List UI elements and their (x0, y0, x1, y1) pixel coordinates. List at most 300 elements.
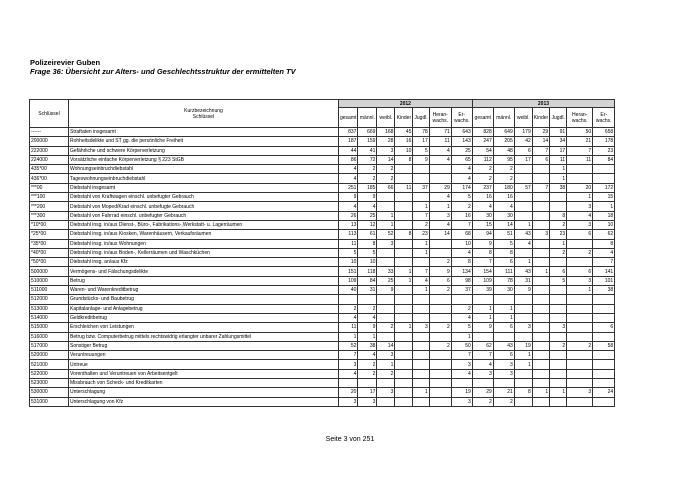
value-cell: 1 (550, 174, 567, 183)
value-cell: 19 (514, 341, 532, 350)
value-cell (395, 165, 413, 174)
value-cell (532, 165, 549, 174)
value-cell: 4 (429, 193, 451, 202)
value-cell: 94 (472, 230, 493, 239)
value-cell: 14 (377, 155, 395, 164)
value-cell (532, 276, 549, 285)
value-cell: 14 (377, 341, 395, 350)
value-cell (532, 369, 549, 378)
value-cell: 7 (413, 211, 429, 220)
value-cell (395, 313, 413, 322)
value-cell: 247 (472, 137, 493, 146)
value-cell (358, 295, 377, 304)
value-cell (413, 397, 429, 406)
table-row (30, 304, 615, 313)
value-cell (532, 360, 549, 369)
value-cell: 11 (339, 239, 358, 248)
table-row (30, 202, 615, 211)
value-cell: 205 (493, 137, 514, 146)
subheader-cell: Jugdl. (550, 108, 567, 128)
value-cell (395, 304, 413, 313)
value-cell (377, 248, 395, 257)
value-cell (550, 202, 567, 211)
subheader-cell: männl. (493, 108, 514, 128)
value-cell (377, 313, 395, 322)
value-cell (593, 174, 615, 183)
value-cell (514, 379, 532, 388)
key-cell: *10*00 (30, 220, 69, 229)
value-cell: 37 (413, 183, 429, 192)
value-cell (532, 313, 549, 322)
table-row (30, 351, 615, 360)
value-cell: 2 (493, 397, 514, 406)
table-row (30, 183, 615, 192)
subheader-cell: Er- wachs. (593, 108, 615, 128)
value-cell: 6 (567, 267, 593, 276)
value-cell: 16 (451, 211, 472, 220)
value-cell (395, 248, 413, 257)
value-cell (395, 193, 413, 202)
value-cell: 8 (550, 211, 567, 220)
value-cell: 29 (472, 388, 493, 397)
value-cell (514, 397, 532, 406)
value-cell: 3 (358, 397, 377, 406)
value-cell: 180 (493, 183, 514, 192)
table-row (30, 258, 615, 267)
value-cell (532, 341, 549, 350)
value-cell: 1 (451, 332, 472, 341)
value-cell (395, 239, 413, 248)
value-cell: 5 (451, 193, 472, 202)
value-cell: 10 (339, 258, 358, 267)
value-cell: 3 (550, 323, 567, 332)
value-cell: 111 (493, 267, 514, 276)
value-cell: 185 (358, 183, 377, 192)
label-cell: Unterschlagung (69, 388, 339, 397)
value-cell (593, 165, 615, 174)
value-cell: 1 (377, 220, 395, 229)
value-cell: 1 (532, 388, 549, 397)
value-cell: 141 (593, 267, 615, 276)
value-cell (532, 332, 549, 341)
table-row (30, 239, 615, 248)
value-cell: 8 (358, 239, 377, 248)
value-cell: 17 (514, 155, 532, 164)
value-cell: 4 (451, 165, 472, 174)
value-cell (514, 248, 532, 257)
subheader-cell: Heran- wachs. (567, 108, 593, 128)
value-cell (593, 313, 615, 322)
value-cell: 78 (493, 276, 514, 285)
value-cell: 1 (514, 258, 532, 267)
value-cell: 658 (593, 128, 615, 137)
value-cell (514, 313, 532, 322)
value-cell: 2 (358, 369, 377, 378)
value-cell (514, 211, 532, 220)
value-cell (550, 397, 567, 406)
label-cell: Wohnungseinbruchdiebstahl (69, 165, 339, 174)
value-cell: 21 (493, 388, 514, 397)
value-cell: 42 (514, 137, 532, 146)
value-cell: 1 (358, 332, 377, 341)
value-cell: 112 (472, 155, 493, 164)
value-cell: 2 (451, 202, 472, 211)
value-cell: 9 (429, 267, 451, 276)
value-cell: 23 (413, 230, 429, 239)
value-cell (429, 351, 451, 360)
value-cell: 72 (358, 155, 377, 164)
value-cell (550, 332, 567, 341)
value-cell (532, 304, 549, 313)
subheader-cell: weibl. (377, 108, 395, 128)
value-cell: 37 (451, 286, 472, 295)
value-cell: 1 (413, 202, 429, 211)
value-cell: 41 (358, 146, 377, 155)
key-cell: 500000 (30, 267, 69, 276)
value-cell: 11 (395, 183, 413, 192)
label-cell: Untreue (69, 360, 339, 369)
value-cell (413, 341, 429, 350)
value-cell: 7 (593, 258, 615, 267)
value-cell: 16 (395, 137, 413, 146)
key-cell: 516000 (30, 332, 69, 341)
value-cell: 6 (493, 351, 514, 360)
table-row (30, 146, 615, 155)
value-cell: 4 (429, 146, 451, 155)
subheader-cell: Heran- wachs. (429, 108, 451, 128)
key-cell: 531000 (30, 397, 69, 406)
value-cell: 11 (550, 155, 567, 164)
value-cell: 1 (567, 286, 593, 295)
value-cell (339, 295, 358, 304)
table-row (30, 379, 615, 388)
value-cell (395, 379, 413, 388)
value-cell (377, 258, 395, 267)
value-cell: 2 (429, 323, 451, 332)
value-cell: 4 (514, 239, 532, 248)
key-cell: ------ (30, 128, 69, 137)
value-cell: 4 (413, 276, 429, 285)
subheader-cell: gesamt (472, 108, 493, 128)
value-cell (532, 397, 549, 406)
value-cell: 172 (593, 183, 615, 192)
table-row (30, 155, 615, 164)
value-cell: 57 (514, 183, 532, 192)
value-cell (550, 360, 567, 369)
key-cell: ***100 (30, 193, 69, 202)
value-cell (567, 360, 593, 369)
value-cell: 2 (377, 369, 395, 378)
value-cell: 4 (472, 360, 493, 369)
value-cell: 2 (358, 174, 377, 183)
value-cell (567, 295, 593, 304)
value-cell: 13 (339, 220, 358, 229)
header-year-2012: 2012 (339, 100, 473, 108)
value-cell: 6 (493, 258, 514, 267)
value-cell (593, 304, 615, 313)
value-cell: 3 (429, 211, 451, 220)
value-cell (451, 379, 472, 388)
value-cell: 1 (395, 323, 413, 332)
value-cell: 65 (451, 155, 472, 164)
header-kurzbezeichnung: Kurzbezeichnung Schlüssel (69, 100, 339, 128)
key-cell: ***00 (30, 183, 69, 192)
value-cell: 14 (429, 230, 451, 239)
value-cell (593, 369, 615, 378)
value-cell (567, 313, 593, 322)
value-cell: 2 (451, 304, 472, 313)
value-cell: 71 (429, 128, 451, 137)
value-cell (550, 351, 567, 360)
value-cell: 4 (472, 202, 493, 211)
key-cell: 510000 (30, 276, 69, 285)
value-cell (429, 397, 451, 406)
value-cell: 4 (429, 155, 451, 164)
table-row (30, 360, 615, 369)
key-cell: 224000 (30, 155, 69, 164)
value-cell: 101 (593, 276, 615, 285)
value-cell: 7 (451, 351, 472, 360)
value-cell: 6 (532, 155, 549, 164)
key-cell: 522000 (30, 369, 69, 378)
value-cell: 1 (493, 313, 514, 322)
value-cell: 6 (550, 267, 567, 276)
value-cell: 4 (358, 351, 377, 360)
value-cell: 7 (532, 146, 549, 155)
key-cell: 520000 (30, 351, 69, 360)
value-cell: 51 (493, 230, 514, 239)
label-cell: Tageswohnungseinbruchdiebstahl (69, 174, 339, 183)
value-cell: 43 (514, 267, 532, 276)
subheader-cell: gesamt (339, 108, 358, 128)
value-cell (567, 174, 593, 183)
label-cell: Vermögens- und Fälschungsdelikte (69, 267, 339, 276)
subheader-cell: weibl. (514, 108, 532, 128)
value-cell: 52 (339, 341, 358, 350)
value-cell: 2 (429, 258, 451, 267)
label-cell: Diebstahl insg. an/aus Kfz (69, 258, 339, 267)
value-cell: 3 (451, 397, 472, 406)
value-cell: 58 (593, 341, 615, 350)
subheader-cell: männl. (358, 108, 377, 128)
value-cell: 109 (472, 276, 493, 285)
value-cell: 8 (395, 155, 413, 164)
value-cell (395, 388, 413, 397)
value-cell (532, 248, 549, 257)
value-cell: 25 (451, 146, 472, 155)
value-cell: 1 (472, 304, 493, 313)
value-cell: 3 (567, 388, 593, 397)
value-cell (593, 351, 615, 360)
value-cell: 68 (451, 230, 472, 239)
value-cell: 21 (567, 137, 593, 146)
value-cell: 26 (339, 211, 358, 220)
value-cell: 38 (358, 341, 377, 350)
value-cell: 6 (514, 146, 532, 155)
value-cell: 837 (339, 128, 358, 137)
value-cell (550, 369, 567, 378)
value-cell: 9 (413, 155, 429, 164)
value-cell: 10 (395, 146, 413, 155)
value-cell: 7 (472, 351, 493, 360)
value-cell: 134 (451, 267, 472, 276)
value-cell (550, 304, 567, 313)
value-cell: 3 (532, 230, 549, 239)
value-cell (413, 369, 429, 378)
value-cell (493, 332, 514, 341)
value-cell: 4 (339, 313, 358, 322)
value-cell: 61 (358, 230, 377, 239)
label-cell: Kapitalanlage- und Anlagebetrug (69, 304, 339, 313)
value-cell: 95 (493, 155, 514, 164)
value-cell (567, 397, 593, 406)
value-cell (395, 332, 413, 341)
value-cell: 1 (550, 239, 567, 248)
value-cell (567, 369, 593, 378)
value-cell (395, 351, 413, 360)
value-cell (550, 258, 567, 267)
value-cell (429, 332, 451, 341)
key-cell: *25*00 (30, 230, 69, 239)
value-cell: 1 (514, 351, 532, 360)
key-cell: ***300 (30, 211, 69, 220)
key-cell: 513000 (30, 304, 69, 313)
value-cell: 1 (413, 388, 429, 397)
value-cell (532, 351, 549, 360)
value-cell: 30 (472, 211, 493, 220)
value-cell (429, 369, 451, 378)
value-cell (532, 286, 549, 295)
value-cell: 109 (339, 276, 358, 285)
value-cell (429, 165, 451, 174)
value-cell (377, 304, 395, 313)
value-cell: 3 (339, 360, 358, 369)
value-cell: 52 (377, 230, 395, 239)
label-cell: Diebstahl insg. in/aus Kiosken, Warenhäusern, Verkaufsräumen (69, 230, 339, 239)
value-cell (550, 313, 567, 322)
label-cell: Sonstiger Betrug (69, 341, 339, 350)
value-cell (395, 220, 413, 229)
table-row (30, 295, 615, 304)
value-cell (395, 211, 413, 220)
value-cell (395, 174, 413, 183)
value-cell: 6 (493, 323, 514, 332)
value-cell (377, 202, 395, 211)
value-cell: 168 (377, 128, 395, 137)
value-cell: 33 (377, 267, 395, 276)
value-cell: 178 (593, 137, 615, 146)
value-cell: 3 (472, 369, 493, 378)
table-row (30, 230, 615, 239)
value-cell: 19 (451, 388, 472, 397)
value-cell: 4 (339, 174, 358, 183)
value-cell (532, 193, 549, 202)
value-cell: 66 (377, 183, 395, 192)
value-cell: 45 (395, 128, 413, 137)
value-cell: 237 (472, 183, 493, 192)
subheader-cell: Er- wachs. (451, 108, 472, 128)
table-row (30, 313, 615, 322)
table-row (30, 323, 615, 332)
value-cell: 7 (451, 220, 472, 229)
value-cell: 15 (472, 220, 493, 229)
key-cell: 512000 (30, 295, 69, 304)
value-cell: 20 (567, 183, 593, 192)
value-cell (514, 174, 532, 183)
value-cell (429, 295, 451, 304)
table-row (30, 341, 615, 350)
label-cell: Missbrauch von Scheck- und Kreditkarten (69, 379, 339, 388)
value-cell: 2 (567, 248, 593, 257)
value-cell (493, 379, 514, 388)
value-cell: 3 (339, 397, 358, 406)
value-cell (593, 397, 615, 406)
value-cell: 84 (593, 155, 615, 164)
value-cell: 3 (377, 146, 395, 155)
value-cell (429, 360, 451, 369)
value-cell (514, 304, 532, 313)
value-cell (532, 220, 549, 229)
value-cell: 44 (339, 146, 358, 155)
label-cell: Rohheitsdelikte und ST gg. die persönliche Freiheit (69, 137, 339, 146)
value-cell: 9 (377, 286, 395, 295)
value-cell: 9 (339, 193, 358, 202)
value-cell: 7 (472, 258, 493, 267)
value-cell (567, 258, 593, 267)
value-cell: 10 (358, 258, 377, 267)
value-cell: 1 (377, 211, 395, 220)
value-cell: 2 (429, 341, 451, 350)
value-cell: 4 (593, 248, 615, 257)
value-cell: 1 (593, 202, 615, 211)
value-cell: 15 (593, 193, 615, 202)
value-cell (413, 165, 429, 174)
value-cell: 6 (567, 230, 593, 239)
value-cell: 9 (358, 193, 377, 202)
value-cell: 7 (339, 351, 358, 360)
label-cell: Diebstahl von Kraftwagen einschl. unbefugter Gebrauch (69, 193, 339, 202)
value-cell (567, 323, 593, 332)
value-cell (514, 332, 532, 341)
value-cell (532, 239, 549, 248)
value-cell: 6 (593, 323, 615, 332)
value-cell (532, 323, 549, 332)
value-cell: 9 (514, 286, 532, 295)
value-cell: 18 (593, 211, 615, 220)
value-cell: 34 (550, 137, 567, 146)
header-schluessel: Schlüssel (30, 100, 69, 128)
page-number: Seite 3 von 251 (325, 436, 375, 443)
key-cell: 521000 (30, 360, 69, 369)
value-cell: 24 (593, 388, 615, 397)
value-cell (514, 295, 532, 304)
table-row (30, 332, 615, 341)
value-cell: 54 (472, 146, 493, 155)
value-cell: 4 (339, 202, 358, 211)
value-cell: 3 (413, 323, 429, 332)
value-cell: 2 (377, 165, 395, 174)
value-cell: 16 (472, 193, 493, 202)
table-row (30, 174, 615, 183)
value-cell: 2 (358, 304, 377, 313)
key-cell: 200000 (30, 137, 69, 146)
value-cell: 23 (550, 230, 567, 239)
value-cell (567, 304, 593, 313)
value-cell (429, 174, 451, 183)
label-cell: Diebstahl insgesamt (69, 183, 339, 192)
label-cell: Diebstahl insg. in/aus Wohnungen (69, 239, 339, 248)
value-cell: 14 (532, 137, 549, 146)
